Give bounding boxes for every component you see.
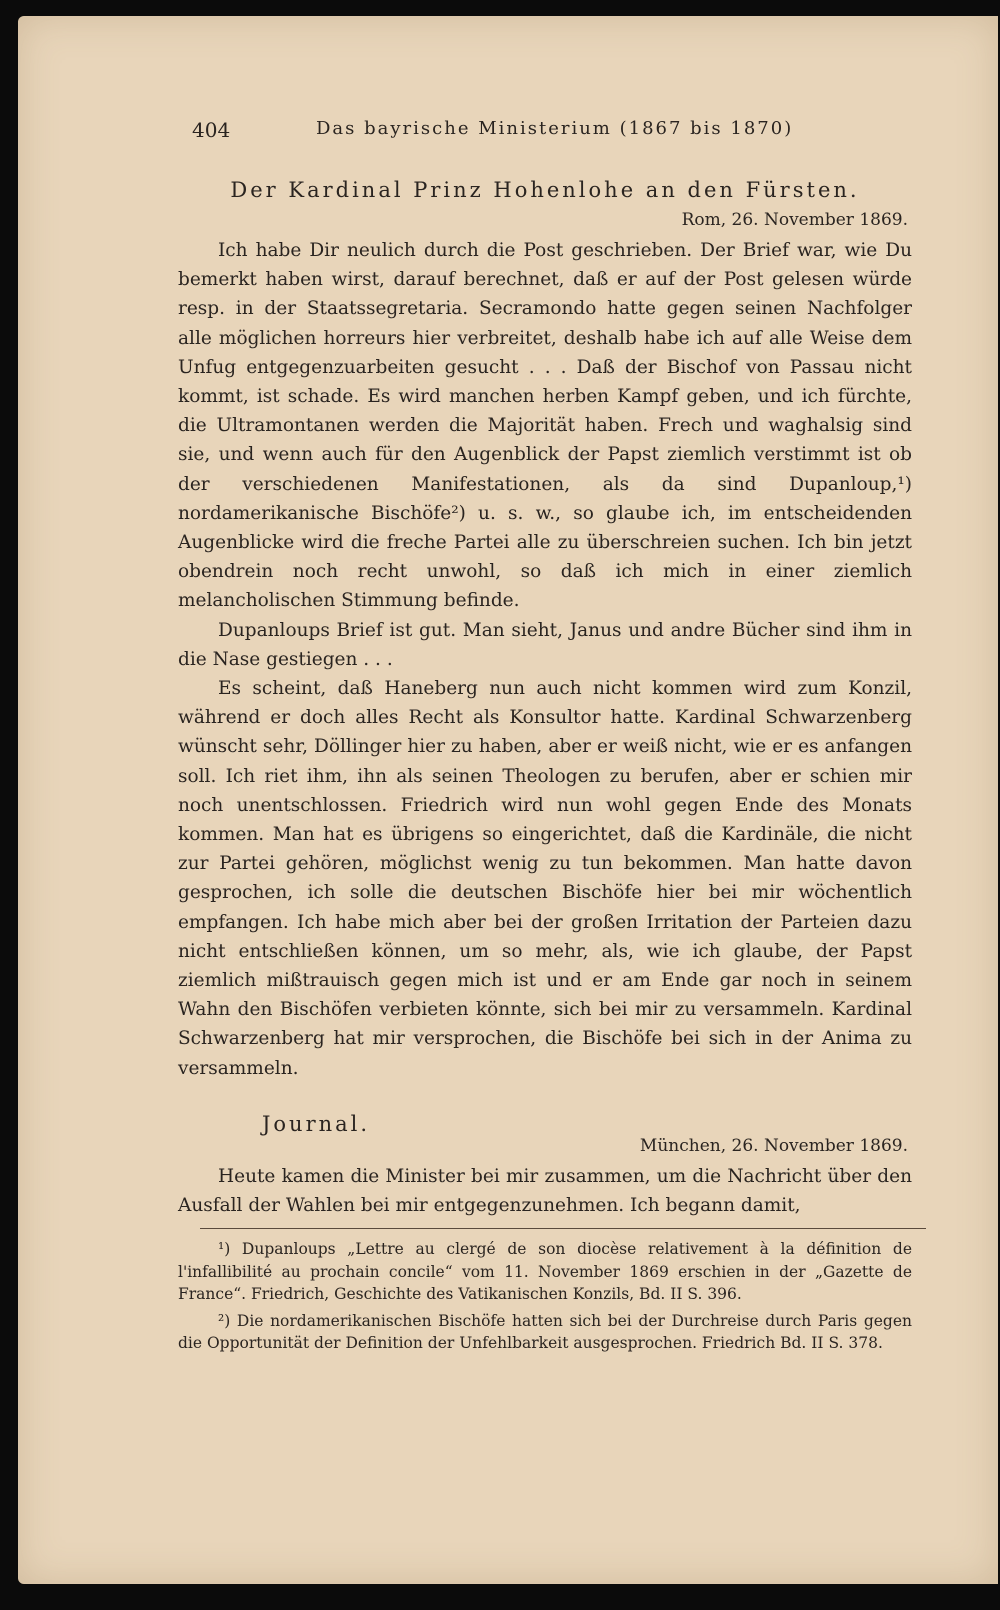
running-head bbox=[178, 116, 912, 146]
letter-heading: Der Kardinal Prinz Hohenlohe an den Fürsten. bbox=[230, 178, 860, 202]
letter-paragraph: Dupanloups Brief ist gut. Man sieht, Janus und andre Bücher sind ihm in die Nase gestiegen . . . bbox=[178, 619, 912, 670]
letter-paragraph: Ich habe Dir neulich durch die Post geschrieben. Der Brief war, wie Du bemerkt haben wirst, darauf berechnet, daß er auf der Post gelesen würde resp. in der Staatssegretaria. Secramondo hatte gegen seinen Nachfolger alle möglichen horreurs hier verbreitet, deshalb habe ich auf alle Weise dem Unfug entgegenzuarbeiten gesucht . . . Daß der Bischof von Passau nicht kommt, ist schade. Es wird manchen herben Kampf geben, und ich fürchte, die Ultramontanen werden die Majorität haben. Frech und waghalsig sind sie, und wenn auch für den Augenblick der Papst ziemlich verstimmt ist ob der verschiedenen Manifestationen, als da sind Dupanloup,¹) nordamerikanische Bischöfe²) u. s. w., so glaube ich, im entscheidenden Augenblicke wird die freche Partei alle zu überschreien suchen. Ich bin jetzt obendrein noch recht unwohl, so daß ich mich in einer ziemlich melancholischen Stimmung befinde. bbox=[178, 240, 912, 612]
running-title: Das bayrische Ministerium (1867 bis 1870) bbox=[316, 118, 794, 139]
footnote-divider bbox=[200, 1228, 926, 1229]
footnote: ¹) Dupanloups „Lettre au clergé de son diocèse relativement à la définition de l'infallibilité au prochain concile“ vom 11. November 1869 erschien in der „Gazette de France“. Friedrich, Geschichte des Vatikanischen Konzils, Bd. II S. 396. bbox=[178, 1240, 912, 1303]
footnote: ²) Die nordamerikanischen Bischöfe hatten sich bei der Durchreise durch Paris gegen die Opportunität der Definition der Unfehlbarkeit ausgesprochen. Friedrich Bd. II S. 378. bbox=[178, 1311, 912, 1352]
letter-paragraph: Es scheint, daß Haneberg nun auch nicht kommen wird zum Konzil, während er doch alles Recht als Konsultor hatte. Kardinal Schwarzenberg wünscht sehr, Döllinger hier zu haben, aber er weiß nicht, wie er es anfangen soll. Ich riet ihm, ihn als seinen Theologen zu berufen, aber er schien mir noch unentschlossen. Friedrich wird nun wohl gegen Ende des Monats kommen. Man hat es übrigens so eingerichtet, daß die Kardinäle, die nicht zur Partei gehören, möglichst wenig zu tun bekommen. Man hatte davon gesprochen, ich solle die deutschen Bischöfe hier bei mir wöchentlich empfangen. Ich habe mich aber bei der großen Irritation der Parteien dazu nicht entschließen können, um so mehr, als, wie ich glaube, der Papst ziemlich mißtrauisch gegen mich ist und er am Ende gar noch in seinem Wahn den Bischöfen verbieten könnte, sich bei mir zu versammeln. Kardinal Schwarzenberg hat mir versprochen, die Bischöfe bei sich in der Anima zu versammeln. bbox=[178, 678, 912, 1079]
footnotes bbox=[178, 1238, 912, 1355]
letter-section bbox=[178, 178, 912, 1083]
journal-heading: Journal. bbox=[262, 1112, 371, 1136]
journal-paragraph: Heute kamen die Minister bei mir zusammen, um die Nachricht über den Ausfall der Wahlen bei mir entgegenzunehmen. Ich begann damit, bbox=[178, 1166, 912, 1217]
page-number: 404 bbox=[192, 118, 231, 142]
journal-dateline: München, 26. November 1869. bbox=[639, 1136, 908, 1156]
journal-section bbox=[178, 1112, 912, 1220]
letter-dateline: Rom, 26. November 1869. bbox=[681, 210, 908, 230]
